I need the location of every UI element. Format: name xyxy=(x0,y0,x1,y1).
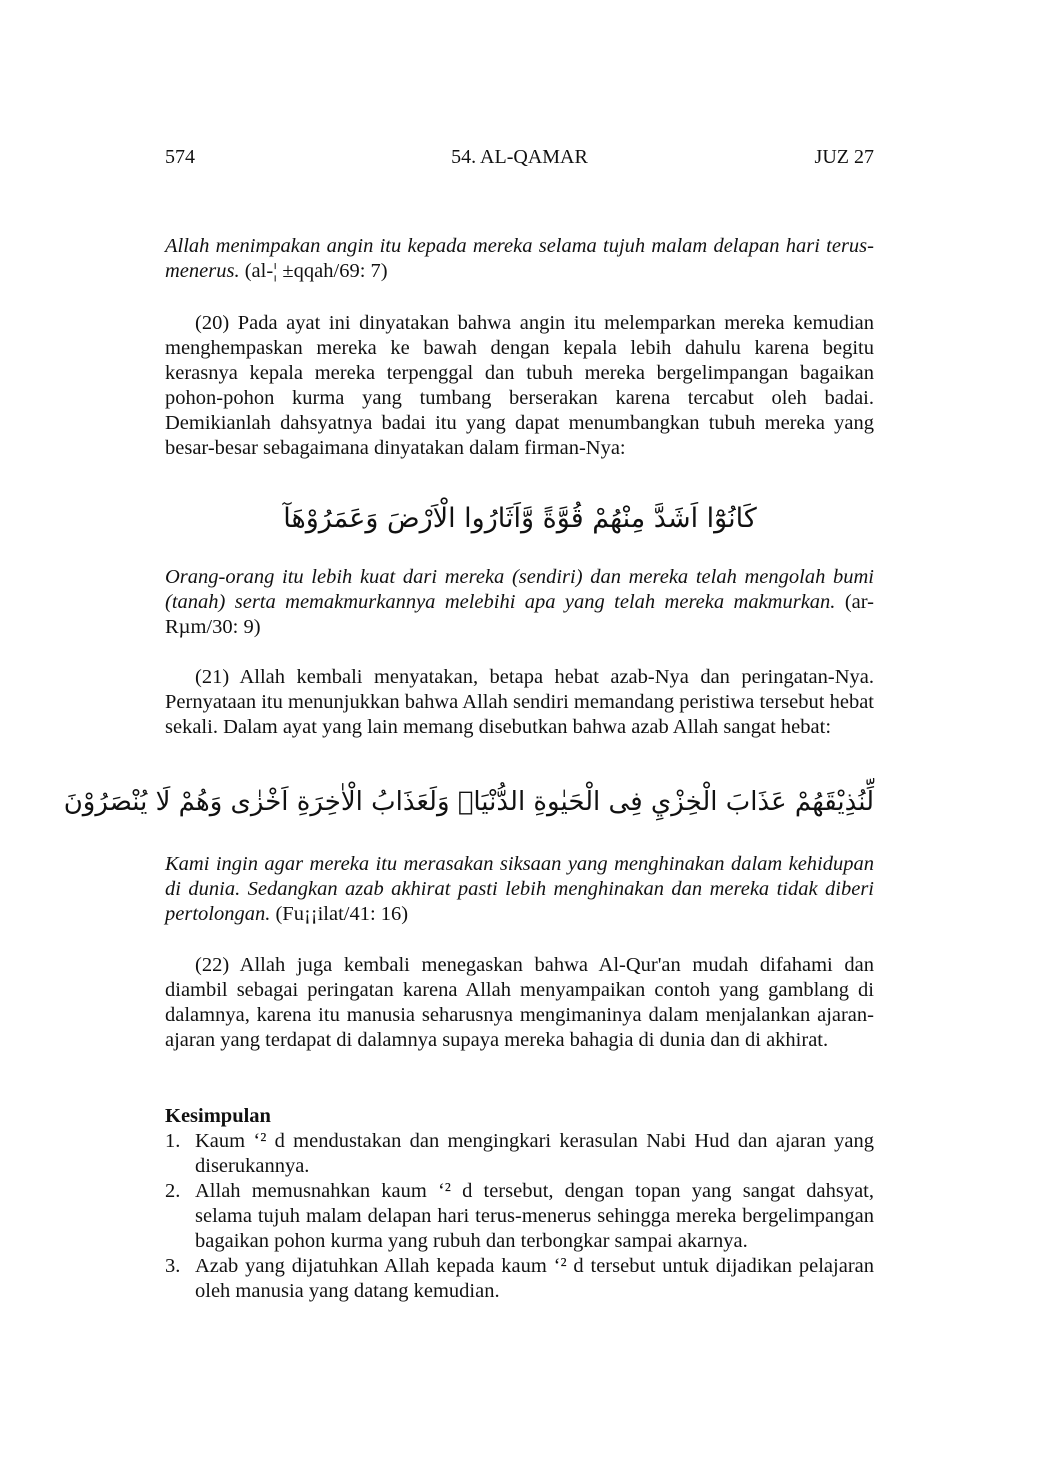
juz-label: JUZ 27 xyxy=(814,146,874,168)
surah-title: 54. AL-QAMAR xyxy=(451,146,588,168)
list-item xyxy=(165,1179,874,1254)
conclusion-list xyxy=(165,1129,874,1304)
conclusion-section xyxy=(165,1104,874,1304)
quote-reference: (al-¦ ±qqah/69: 7) xyxy=(239,260,388,282)
conclusion-heading: Kesimpulan xyxy=(165,1105,271,1127)
translation-text: Orang-orang itu lebih kuat dari mereka (sendiri) dan mereka telah mengolah bumi (tanah) serta memakmurkannya melebihi apa yang telah mereka makmurkan. xyxy=(165,566,874,613)
translation-text: Kami ingin agar mereka itu merasakan siksaan yang menghinakan dalam kehidupan di dunia. Sedangkan azab akhirat pasti lebih menghinakan dan mereka tidak diberi pertolongan. xyxy=(165,853,874,925)
list-item-text: Kaum ‘² d mendustakan dan mengingkari kerasulan Nabi Hud dan ajaran yang diserukannya. xyxy=(195,1130,874,1177)
paragraph-22: (22) Allah juga kembali menegaskan bahwa Al-Qur'an mudah difahami dan diambil sebagai peringatan karena Allah menyampaikan contoh yang gamblang di dalamnya, karena itu manusia seharusnya mengimaninya dalam menjalankan ajaran-ajaran yang terdapat di dalamnya supaya mereka bahagia di dunia dan di akhirat. xyxy=(165,954,874,1051)
translation-reference: (ar-Rµm/30: 9) xyxy=(165,591,874,638)
page-number: 574 xyxy=(165,146,195,168)
translation-fussilat-16 xyxy=(165,852,874,927)
quote-text: Allah menimpakan angin itu kepada mereka selama tujuh malam delapan hari terus-menerus. xyxy=(165,235,874,282)
list-item-number: 1. xyxy=(165,1130,181,1152)
list-item-number: 3. xyxy=(165,1255,181,1277)
arabic-verse-fussilat-16: لِّنُذِيْقَهُمْ عَذَابَ الْخِزْيِ فِى الْحَيٰوةِ الدُّنْيَاۗ وَلَعَذَابُ الْاٰخِرَةِ اَخْزٰى وَهُمْ لَا يُنْصَرُوْنَ xyxy=(63,787,874,817)
list-item-text: Allah memusnahkan kaum ‘² d tersebut, dengan topan yang sangat dahsyat, selama tujuh malam delapan hari terus-menerus sehingga mereka bergelimpangan bagaikan pohon kurma yang rubuh dan terbongkar sampai akarnya. xyxy=(195,1180,874,1252)
list-item xyxy=(165,1254,874,1304)
translation-reference: (Fu¡¡ilat/41: 16) xyxy=(270,903,409,925)
running-header xyxy=(165,146,874,172)
list-item-number: 2. xyxy=(165,1180,181,1202)
translation-ar-rum-9 xyxy=(165,565,874,640)
paragraph-21: (21) Allah kembali menyatakan, betapa hebat azab-Nya dan peringatan-Nya. Pernyataan itu menunjukkan bahwa Allah sendiri memandang peristiwa tersebut hebat sekali. Dalam ayat yang lain memang disebutkan bahwa azab Allah sangat hebat: xyxy=(165,666,874,738)
list-item xyxy=(165,1129,874,1179)
paragraph-20: (20) Pada ayat ini dinyatakan bahwa angin itu melemparkan mereka kemudian menghempaskan mereka ke bawah dengan kepala lebih dahulu karena begitu kerasnya kepala mereka terpenggal dan tubuh mereka bergelimpangan bagaikan pohon-pohon kurma yang tumbang berserakan karena tercabut oleh badai. Demikianlah dahsyatnya badai itu yang dapat menumbangkan tubuh mereka yang besar-besar sebagaimana dinyatakan dalam firman-Nya: xyxy=(165,312,874,459)
arabic-verse-ar-rum-9: كَانُوْٓا اَشَدَّ مِنْهُمْ قُوَّةً وَّاَثَارُوا الْاَرْضَ وَعَمَرُوْهَآ xyxy=(283,503,757,534)
quote-translation-69-7 xyxy=(165,234,874,284)
list-item-text: Azab yang dijatuhkan Allah kepada kaum ‘² d tersebut untuk dijadikan pelajaran oleh manusia yang datang kemudian. xyxy=(195,1255,874,1302)
